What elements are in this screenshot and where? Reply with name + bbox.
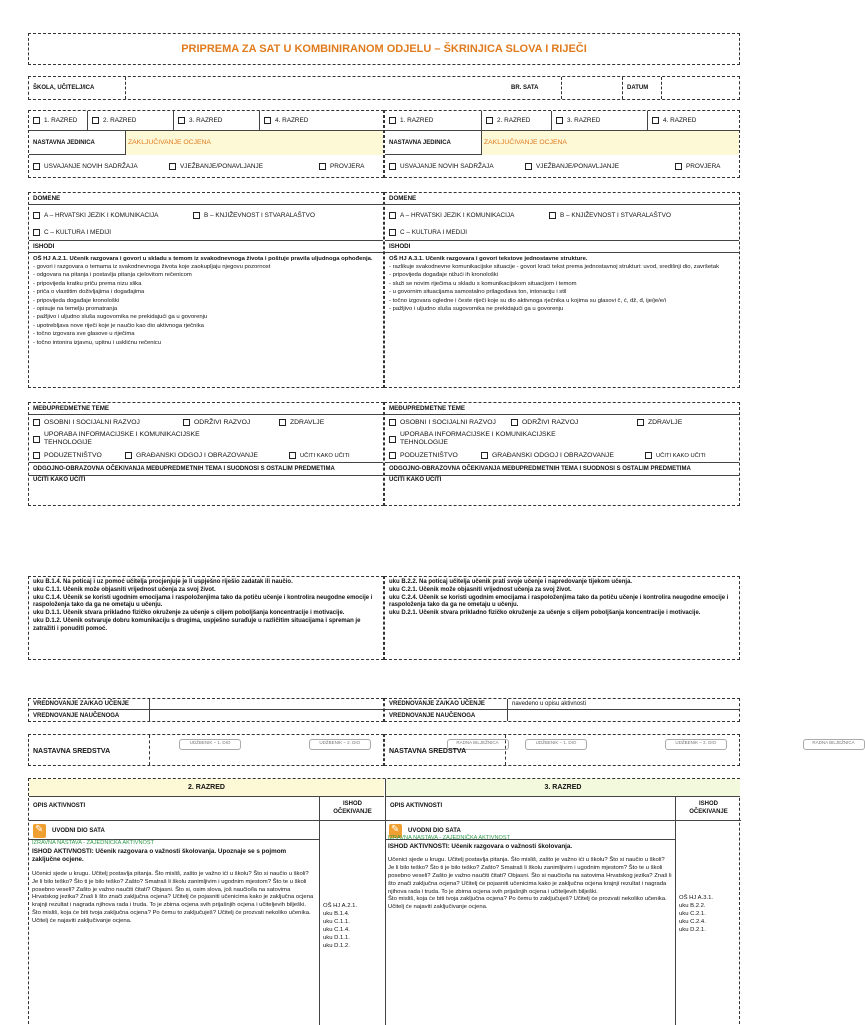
domain-c-checkbox[interactable] — [33, 229, 111, 236]
grade-label: 1. RAZRED — [44, 117, 78, 124]
left-outcome-header: ISHOD OČEKIVANJE — [319, 797, 385, 821]
grade-label: 4. RAZRED — [275, 117, 309, 124]
right-desc-header: OPIS AKTIVNOSTI — [385, 797, 675, 821]
checkbox-icon — [389, 163, 396, 170]
activity-paragraph: Učitelj će najaviti zaključivanje ocjena. — [388, 904, 488, 911]
material-label: UDŽBENIK – 2. DIO — [319, 740, 361, 745]
unit-value[interactable]: ZAKLJUČIVANJE OCJENA — [481, 131, 739, 155]
topic-civic-checkbox[interactable] — [481, 452, 645, 459]
expectations-header: ODGOJNO-OBRAZOVNA OČEKIVANJA MEĐUPREDMETNIH TEMA I SUODNOSI S OSTALIM PREDMETIMA — [29, 463, 383, 476]
topic-label: OSOBNI I SOCIJALNI RAZVOJ — [400, 418, 496, 426]
checkbox-icon — [389, 212, 396, 219]
checkbox-icon — [645, 452, 652, 459]
checkbox-icon — [33, 163, 40, 170]
outcome-code: uku D.2.1. — [679, 927, 706, 933]
left-cross-block — [28, 402, 384, 506]
left-grade-block — [28, 110, 384, 178]
lesson-type-label: USVAJANJE NOVIH SADRŽAJA — [400, 162, 494, 170]
materials-label: NASTAVNA SREDSTVA — [33, 748, 111, 755]
grade-label: 3. RAZRED — [567, 117, 601, 124]
checkbox-icon — [486, 117, 493, 124]
outcome-code: OŠ HJ A.3.1. — [679, 895, 714, 901]
right-grade-block — [384, 110, 740, 178]
domain-label: B – KNJIŽEVNOST I STVARALAŠTVO — [560, 211, 671, 219]
materials-label: NASTAVNA SREDSTVA — [389, 748, 467, 755]
topic-ict-checkbox[interactable] — [385, 429, 739, 449]
activity-paragraph: Učenici sjede u krugu. Učitelj postavlja pitanja. Što misliš, zašto je važno ići u školu? Što si naučio u školi? Je li bilo teško? Što ti je bilo teško? Zašto? Smatraš li školu zanimljivim i ugodnim mjestom? Što te u školi posebno veseli? Zašto je važno naučiti čitati? Objasni. Što si, osim slova, još naučio/la na satovima Hrvatskog jezika? Znaš li što znači zaključna ocjena? Učitelj će pojasniti učenicima kako je zaključna ocjena krajnji rezultat i nagrada njihova rada i truda. To je zbirna ocjena svih prijašnjih ocjena i učiteljevih bilješki. — [32, 870, 314, 909]
topic-sustainable-checkbox[interactable] — [511, 419, 637, 426]
topic-label: PODUZETNIŠTVO — [44, 452, 102, 459]
workbook-checkbox[interactable] — [803, 739, 865, 750]
topic-label: ODRŽIVI RAZVOJ — [522, 418, 579, 426]
topic-ict-checkbox[interactable] — [29, 429, 383, 449]
checkbox-icon — [33, 419, 40, 426]
grade-3-checkbox[interactable] — [173, 111, 259, 131]
cross-header: MEĐUPREDMETNE TEME — [385, 403, 739, 415]
topic-label: UČITI KAKO UČITI — [656, 452, 706, 459]
domain-c-checkbox[interactable] — [389, 229, 467, 236]
textbook-2-checkbox[interactable] — [309, 739, 371, 750]
domains-header: DOMENE — [385, 193, 739, 205]
material-label: RADNA BILJEŽNICA — [456, 740, 499, 745]
topic-label: ZDRAVLJE — [648, 418, 683, 426]
grade-label: 4. RAZRED — [663, 117, 697, 124]
domain-label: B – KNJIŽEVNOST I STVARALAŠTVO — [204, 211, 315, 219]
checkbox-icon — [549, 212, 556, 219]
outcome-code: uku D.1.2. — [323, 943, 350, 949]
left-domains-block — [28, 192, 384, 388]
left-intro-row — [33, 823, 105, 839]
outcome-item: - govori i razgovara o temama iz svakodnevnoga života koje zaokupljaju njegovu pozornost — [33, 264, 271, 270]
outcome-item: - priča o vlastitim doživljajima i događajima — [33, 289, 145, 296]
expectation-item: uku D.1.2. Učenik ostvaruje dobru komunikaciju s drugima, uspješno surađuje u različitim situacijama i spreman je zatražiti i ponuditi pomoć. — [33, 617, 361, 632]
grade-label: 2. RAZRED — [103, 117, 137, 124]
eval-of-field[interactable] — [149, 710, 383, 721]
right-outcome-header: ISHOD OČEKIVANJE — [675, 797, 741, 821]
expectation-item: uku C.1.1. Učenik može objasniti vrijednost učenja za svoj život. — [33, 586, 216, 593]
checkbox-icon — [289, 452, 296, 459]
period-field[interactable] — [561, 77, 623, 99]
grade-4-checkbox[interactable] — [259, 111, 379, 131]
date-label: DATUM — [627, 85, 649, 91]
left-outcome-codes — [323, 902, 357, 950]
eval-for-label: VREDNOVANJE ZA/KAO UČENJE — [389, 701, 485, 707]
textbook-2-checkbox[interactable] — [665, 739, 727, 750]
lesson-type-new[interactable] — [33, 163, 169, 170]
left-materials-block — [28, 734, 499, 766]
checkbox-icon — [264, 117, 271, 124]
outcome-item: - točno izgovara sve glasove u riječima — [33, 331, 135, 338]
lesson-type-practice[interactable] — [169, 163, 319, 170]
grade-2-checkbox[interactable] — [481, 111, 551, 131]
activity-outcome: ISHOD AKTIVNOSTI: Učenik razgovara o važnosti školovanja. Upoznaje se s pojmom zaključne ocjene. — [32, 847, 287, 864]
topic-personal-checkbox[interactable] — [33, 419, 183, 426]
material-label: UDŽBENIK – 1. DIO — [189, 740, 231, 745]
activity-paragraph: Učitelj će najaviti zaključivanje ocjena. — [32, 917, 132, 924]
topic-personal-checkbox[interactable] — [389, 419, 511, 426]
outcome-item: - razlikuje svakodnevne komunikacijske situacije - govori kraći tekst prema jednostavnoj strukturi: uvod, središnji dio, završetak — [389, 264, 720, 271]
expectation-item: uku C.1.4. Učenik se koristi ugodnim emocijama i raspoloženjima tako da potiču učenje i kontrolira neugodne emocije i raspoloženja tako da ga ne ometaju u učenju. — [33, 594, 373, 609]
checkbox-icon — [389, 419, 396, 426]
outcome-item: - točno intonira izjavnu, upitnu i usklićnu rečenicu — [33, 339, 162, 346]
topic-sustainable-checkbox[interactable] — [183, 419, 279, 426]
pencil-icon — [33, 824, 46, 838]
checkbox-icon — [511, 419, 518, 426]
outcome-item: - odgovara na pitanja i postavlja pitanja cjelovitom rečenicom — [33, 272, 192, 279]
learn-to-learn-label: UČITI KAKO UČITI — [33, 477, 86, 483]
activity-paragraph: Učenici sjede u krugu. Učitelj postavlja pitanja. Što misliš, zašto je važno ići u školu? Što si naučio u školi? Je li bilo teško? Što ti je bilo teško? Zašto? Smatraš li školu zanimljivim i ugodnim mjestom? Što te u školi posebno veseli? Zašto je važno naučiti čitati? Objasni. Što si naučio/la na satovima Hrvatskog jezika? Znaš li što znači zaključna ocjena? Učitelj će pojasniti učenicima kako je zaključna ocjena krajnji rezultat i nagrada njihova rada i truda. To je zbirna ocjena svih prijašnjih ocjena i učiteljevih bilješki. — [388, 857, 672, 895]
outcome-code: uku B.2.2. — [679, 903, 706, 909]
school-field[interactable] — [125, 77, 505, 99]
grade-2-checkbox[interactable] — [87, 111, 173, 131]
checkbox-icon — [481, 452, 488, 459]
expectation-item: uku D.1.1. Učenik stvara prikladno fizičko okruženje za učenje s ciljem poboljšanja koncentracije i motivacije. — [33, 610, 345, 617]
outcome-item: - pažljivo i uljudno sluša sugovornika ne prekidajući ga u govorenju — [389, 305, 564, 312]
right-outcome-codes — [679, 894, 713, 934]
expectation-item: uku D.2.1. Učenik stvara prikladno fizičko okruženje za učenje s ciljem poboljšanja koncentracije i motivacije. — [389, 610, 701, 617]
outcome-item: - pažljivo i uljudno sluša sugovornika ne prekidajući ga u govorenju — [33, 314, 208, 321]
outcome-item: - služi se novim riječima u skladu s komunikacijskom situacijom i temom — [389, 280, 577, 287]
domain-a-checkbox[interactable] — [389, 212, 549, 219]
activity-paragraph: Što misliš, koja će biti tvoja zaključna ocjena? Po čemu to zaključuješ? Učitelj će prozvati nekoliko učenika. — [32, 909, 311, 916]
domain-label: A – HRVATSKI JEZIK I KOMUNIKACIJA — [44, 211, 159, 219]
checkbox-icon — [319, 163, 326, 170]
left-activity-text — [32, 840, 316, 926]
textbook-1-checkbox[interactable] — [179, 739, 241, 750]
domain-label: A – HRVATSKI JEZIK I KOMUNIKACIJA — [400, 211, 515, 219]
grade-4-checkbox[interactable] — [647, 111, 737, 131]
grade-1-checkbox[interactable] — [389, 117, 481, 124]
topic-learn-checkbox[interactable] — [289, 452, 350, 459]
checkbox-icon — [525, 163, 532, 170]
outcomes-header: ISHODI — [385, 241, 739, 253]
lesson-type-new[interactable] — [389, 163, 525, 170]
eval-of-field[interactable] — [507, 710, 739, 721]
checkbox-icon — [389, 436, 396, 443]
period-label: BR. SATA — [511, 85, 539, 91]
lesson-type-label: VJEŽBANJE/PONAVLJANJE — [180, 162, 263, 170]
direct-teaching-label: IZRAVNA NASTAVA - ZAJEDNIČKA AKTIVNOST — [32, 840, 155, 846]
domain-label: C – KULTURA I MEDIJI — [400, 229, 467, 236]
expectation-item: uku C.2.4. Učenik se koristi ugodnim emocijama i raspoloženjima tako da potiču učenje i kontrolira neugodne emocije i raspoloženja tako da ga ne ometaju u učenju. — [389, 594, 729, 609]
right-expectations-block — [384, 576, 740, 660]
lesson-type-label: PROVJERA — [330, 162, 365, 170]
topic-label: UČITI KAKO UČITI — [300, 452, 350, 459]
lesson-type-label: PROVJERA — [686, 162, 721, 170]
lesson-type-label: VJEŽBANJE/PONAVLJANJE — [536, 162, 619, 170]
topic-label: GRAĐANSKI ODGOJ I OBRAZOVANJE — [136, 452, 258, 459]
checkbox-icon — [125, 452, 132, 459]
learn-to-learn-label: UČITI KAKO UČITI — [389, 477, 442, 483]
unit-value[interactable]: ZAKLJUČIVANJE OCJENA — [125, 131, 383, 155]
grade-label: 1. RAZRED — [400, 117, 434, 124]
outcome-heading: OŠ HJ A.3.1. Učenik razgovara i govori tekstove jednostavne strukture. — [389, 256, 588, 262]
checkbox-icon — [193, 212, 200, 219]
outcome-item: - pripovijeda događaje kronološki — [33, 297, 120, 304]
direct-teaching-label: IZRAVNA NASTAVA - ZAJEDNIČKA AKTIVNOST — [388, 835, 511, 841]
checkbox-icon — [389, 229, 396, 236]
domain-label: C – KULTURA I MEDIJI — [44, 229, 111, 236]
checkbox-icon — [279, 419, 286, 426]
right-materials-block — [384, 734, 855, 766]
left-expectations-block — [28, 576, 384, 660]
lesson-type-check[interactable] — [319, 163, 364, 170]
right-activity-text — [388, 835, 672, 912]
outcome-item: - točno izgovara ogledne i česte riječi koje su dio aktivnoga rječnika u kojima su glasovi č, ć, dž, đ, ije/je/e/i — [389, 297, 666, 304]
topic-civic-checkbox[interactable] — [125, 452, 289, 459]
topic-health-checkbox[interactable] — [279, 419, 324, 426]
material-label: RADNA BILJEŽNICA — [812, 740, 855, 745]
checkbox-icon — [556, 117, 563, 124]
outcome-code: uku C.1.4. — [323, 927, 350, 933]
outcome-code: uku B.1.4. — [323, 911, 350, 917]
topic-label: UPORABA INFORMACIJSKE I KOMUNIKACIJSKE TEHNOLOGIJE — [400, 431, 556, 446]
activity-outcome: ISHOD AKTIVNOSTI: Učenik razgovara o važnosti školovanja. — [388, 842, 573, 850]
eval-for-field[interactable]: navedeno u opisu aktivnosti — [507, 699, 739, 710]
outcome-item: - opisuje na temelju promatranja — [33, 306, 118, 313]
unit-label: NASTAVNA JEDINICA — [389, 139, 451, 146]
checkbox-icon — [33, 452, 40, 459]
header-row — [28, 76, 740, 100]
topic-label: UPORABA INFORMACIJSKE I KOMUNIKACIJSKE TEHNOLOGIJE — [44, 431, 200, 446]
title-box — [28, 33, 740, 65]
checkbox-icon — [389, 117, 396, 124]
grade-label: 3. RAZRED — [189, 117, 223, 124]
grade-3-checkbox[interactable] — [551, 111, 647, 131]
cross-header: MEĐUPREDMETNE TEME — [29, 403, 383, 415]
checkbox-icon — [389, 452, 396, 459]
right-cross-block — [384, 402, 740, 506]
grade-1-checkbox[interactable] — [33, 117, 87, 124]
topic-entrepreneurship-checkbox[interactable] — [389, 452, 481, 459]
checkbox-icon — [183, 419, 190, 426]
material-label: UDŽBENIK – 1. DIO — [535, 740, 577, 745]
expectations-header: ODGOJNO-OBRAZOVNA OČEKIVANJA MEĐUPREDMETNIH TEMA I SUODNOSI S OSTALIM PREDMETIMA — [385, 463, 739, 476]
outcome-code: uku C.2.4. — [679, 919, 706, 925]
topic-label: ODRŽIVI RAZVOJ — [194, 418, 251, 426]
expectation-item: uku B.2.2. Na poticaj učitelja učenik prati svoje učenje i napredovanje tijekom učenja. — [389, 579, 633, 585]
outcome-item: - pripovijeda kratku priču prema nizu slika — [33, 280, 142, 287]
topic-label: PODUZETNIŠTVO — [400, 452, 458, 459]
domain-a-checkbox[interactable] — [33, 212, 193, 219]
outcome-code: uku D.1.1. — [323, 935, 350, 941]
left-eval-block — [28, 698, 384, 722]
left-grade-header: 2. RAZRED — [29, 779, 384, 797]
topic-label: OSOBNI I SOCIJALNI RAZVOJ — [44, 418, 140, 426]
unit-label: NASTAVNA JEDINICA — [33, 139, 95, 146]
textbook-1-checkbox[interactable] — [525, 739, 587, 750]
right-eval-block — [384, 698, 740, 722]
activity-table — [28, 778, 740, 1024]
domains-header: DOMENE — [29, 193, 383, 205]
checkbox-icon — [652, 117, 659, 124]
outcome-item: - u govornim situacijama samostalno prilagođava ton, intonaciju i stil — [389, 289, 567, 296]
topic-label: GRAĐANSKI ODGOJ I OBRAZOVANJE — [492, 452, 614, 459]
eval-for-field[interactable] — [149, 699, 383, 710]
outcomes-header: ISHODI — [29, 241, 383, 253]
lesson-type-practice[interactable] — [525, 163, 675, 170]
right-grade-header: 3. RAZRED — [385, 779, 740, 797]
checkbox-icon — [178, 117, 185, 124]
school-label: ŠKOLA, UČITELJ/ICA — [33, 85, 95, 91]
checkbox-icon — [33, 212, 40, 219]
topic-learn-checkbox[interactable] — [645, 452, 706, 459]
grade-label: 2. RAZRED — [497, 117, 531, 124]
checkbox-icon — [33, 229, 40, 236]
domain-b-checkbox[interactable] — [193, 212, 315, 219]
date-field[interactable] — [661, 77, 739, 99]
checkbox-icon — [637, 419, 644, 426]
left-desc-header: OPIS AKTIVNOSTI — [29, 797, 319, 821]
activity-paragraph: Što misliš, koja će biti tvoja zaključna ocjena? Po čemu to zaključuješ? Učitelj će prozvati nekoliko učenika. — [388, 896, 667, 903]
checkbox-icon — [92, 117, 99, 124]
checkbox-icon — [169, 163, 176, 170]
checkbox-icon — [675, 163, 682, 170]
outcome-heading: OŠ HJ A.2.1. Učenik razgovara i govori u skladu s temom iz svakodnevnoga života i poštuje pravila uljudnoga ophođenja. — [33, 256, 373, 262]
domain-b-checkbox[interactable] — [549, 212, 671, 219]
topic-health-checkbox[interactable] — [637, 419, 682, 426]
material-label: UDŽBENIK – 2. DIO — [675, 740, 717, 745]
outcome-item: - upotrebljava nove riječi koje je naučio kao dio aktivnoga rječnika — [33, 322, 204, 329]
intro-label: UVODNI DIO SATA — [52, 828, 105, 834]
outcome-code: uku C.1.1. — [323, 919, 350, 925]
right-domains-block — [384, 192, 740, 388]
eval-of-label: VREDNOVANJE NAUČENOGA — [389, 712, 476, 719]
page-title: PRIPREMA ZA SAT U KOMBINIRANOM ODJELU – ŠKRINJICA SLOVA I RIJEČI — [181, 43, 587, 55]
intro-label: UVODNI DIO SATA — [408, 828, 461, 834]
eval-of-label: VREDNOVANJE NAUČENOGA — [33, 712, 120, 719]
outcome-code: OŠ HJ A.2.1. — [323, 903, 358, 909]
topic-label: ZDRAVLJE — [290, 418, 325, 426]
checkbox-icon — [33, 436, 40, 443]
outcome-item: - pripovijeda događaje nižući ih kronološki — [389, 272, 499, 279]
lesson-type-label: USVAJANJE NOVIH SADRŽAJA — [44, 162, 138, 170]
topic-entrepreneurship-checkbox[interactable] — [33, 452, 125, 459]
checkbox-icon — [33, 117, 40, 124]
lesson-type-check[interactable] — [675, 163, 720, 170]
expectation-item: uku B.1.4. Na poticaj i uz pomoć učitelja procjenjuje je li uspješno riješio zadatak ili naučio. — [33, 579, 293, 585]
expectation-item: uku C.2.1. Učenik može objasniti vrijednost učenja za svoj život. — [389, 586, 572, 593]
outcome-code: uku C.2.1. — [679, 911, 706, 917]
eval-for-label: VREDNOVANJE ZA/KAO UČENJE — [33, 701, 129, 707]
